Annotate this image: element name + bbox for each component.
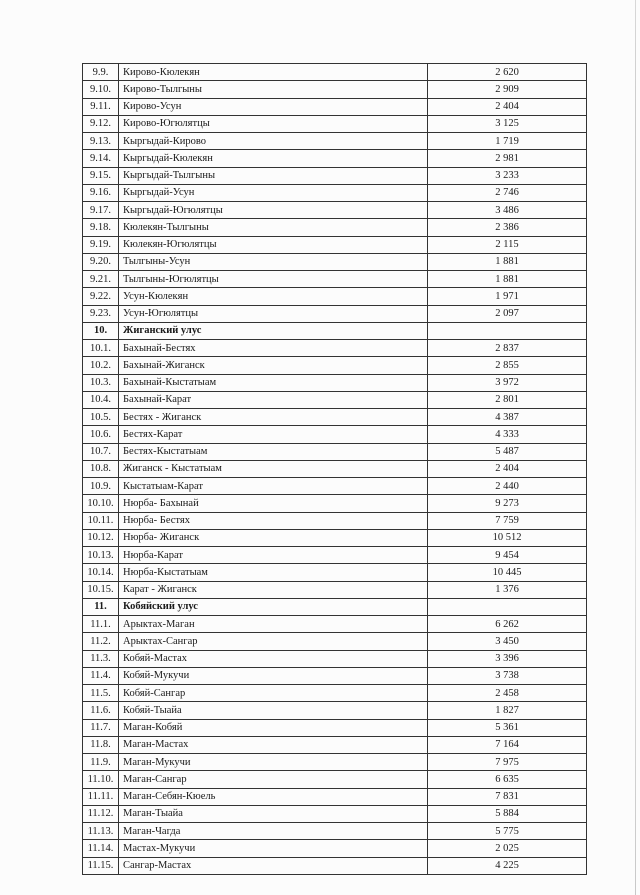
route-name-cell: Кирово-Югюлятцы <box>119 115 428 132</box>
row-number-cell: 11.2. <box>83 633 119 650</box>
distance-value-cell: 2 097 <box>428 305 587 322</box>
route-name-cell: Усун-Югюлятцы <box>119 305 428 322</box>
row-number-cell: 10.14. <box>83 564 119 581</box>
row-number-cell: 11.11. <box>83 788 119 805</box>
distance-value-cell: 1 376 <box>428 581 587 598</box>
distance-value-cell: 3 972 <box>428 374 587 391</box>
table-row <box>83 667 587 684</box>
distance-value-cell <box>428 598 587 615</box>
distance-value-cell: 2 837 <box>428 340 587 357</box>
table-row <box>83 702 587 719</box>
distance-value-cell: 1 827 <box>428 702 587 719</box>
row-number-cell: 10.4. <box>83 391 119 408</box>
distance-value-cell: 2 025 <box>428 840 587 857</box>
route-name-cell: Маган-Кобяй <box>119 719 428 736</box>
route-name-cell: Кобяй-Тыайа <box>119 702 428 719</box>
distance-value-cell: 2 404 <box>428 98 587 115</box>
table-row <box>83 736 587 753</box>
table-row <box>83 150 587 167</box>
table-row <box>83 478 587 495</box>
route-name-cell: Арыктах-Маган <box>119 616 428 633</box>
table-row <box>83 771 587 788</box>
row-number-cell: 11.1. <box>83 616 119 633</box>
row-number-cell: 10.8. <box>83 460 119 477</box>
row-number-cell: 11.8. <box>83 736 119 753</box>
distance-value-cell: 6 262 <box>428 616 587 633</box>
table-row <box>83 495 587 512</box>
distance-value-cell: 2 440 <box>428 478 587 495</box>
scan-edge-line <box>635 0 636 895</box>
distance-value-cell: 5 775 <box>428 823 587 840</box>
distance-value-cell <box>428 322 587 339</box>
table-row <box>83 719 587 736</box>
row-number-cell: 11.4. <box>83 667 119 684</box>
distance-value-cell: 7 759 <box>428 512 587 529</box>
row-number-cell: 9.13. <box>83 133 119 150</box>
distance-value-cell: 10 512 <box>428 529 587 546</box>
section-header-row <box>83 322 587 339</box>
row-number-cell: 10.2. <box>83 357 119 374</box>
row-number-cell: 11.13. <box>83 823 119 840</box>
row-number-cell: 10.1. <box>83 340 119 357</box>
table-body <box>83 64 587 875</box>
distance-value-cell: 2 386 <box>428 219 587 236</box>
row-number-cell: 9.19. <box>83 236 119 253</box>
distance-value-cell: 5 884 <box>428 805 587 822</box>
table-row <box>83 547 587 564</box>
route-name-cell: Нюрба- Бахынай <box>119 495 428 512</box>
row-number-cell: 11.9. <box>83 754 119 771</box>
route-name-cell: Кобяй-Сангар <box>119 685 428 702</box>
distance-value-cell: 2 404 <box>428 460 587 477</box>
route-name-cell: Кюлекян-Тылгыны <box>119 219 428 236</box>
distance-value-cell: 9 273 <box>428 495 587 512</box>
route-name-cell: Бахынай-Кыстатыам <box>119 374 428 391</box>
route-name-cell: Карат - Жиганск <box>119 581 428 598</box>
table-row <box>83 409 587 426</box>
route-name-cell: Бахынай-Бестях <box>119 340 428 357</box>
row-number-cell: 9.11. <box>83 98 119 115</box>
route-name-cell: Кобяй-Мукучи <box>119 667 428 684</box>
distance-value-cell: 6 635 <box>428 771 587 788</box>
table-row <box>83 167 587 184</box>
row-number-cell: 10.15. <box>83 581 119 598</box>
route-name-cell: Кирово-Кюлекян <box>119 64 428 81</box>
route-name-cell: Жиганский улус <box>119 322 428 339</box>
route-name-cell: Арыктах-Сангар <box>119 633 428 650</box>
distance-value-cell: 1 881 <box>428 253 587 270</box>
table-row <box>83 374 587 391</box>
table-row <box>83 340 587 357</box>
route-name-cell: Бестях-Кыстатыам <box>119 443 428 460</box>
route-name-cell: Маган-Сангар <box>119 771 428 788</box>
row-number-cell: 11.10. <box>83 771 119 788</box>
row-number-cell: 10.7. <box>83 443 119 460</box>
table-row <box>83 788 587 805</box>
distance-value-cell: 4 333 <box>428 426 587 443</box>
table-row <box>83 64 587 81</box>
route-name-cell: Сангар-Мастах <box>119 857 428 874</box>
table-row <box>83 512 587 529</box>
route-name-cell: Нюрба- Жиганск <box>119 529 428 546</box>
distance-value-cell: 1 719 <box>428 133 587 150</box>
distance-value-cell: 4 387 <box>428 409 587 426</box>
table-row <box>83 581 587 598</box>
row-number-cell: 11.14. <box>83 840 119 857</box>
row-number-cell: 11.7. <box>83 719 119 736</box>
table-row <box>83 857 587 874</box>
distance-value-cell: 3 233 <box>428 167 587 184</box>
row-number-cell: 9.20. <box>83 253 119 270</box>
table-row <box>83 305 587 322</box>
distance-value-cell: 4 225 <box>428 857 587 874</box>
distance-value-cell: 3 486 <box>428 202 587 219</box>
route-name-cell: Тылгыны-Югюлятцы <box>119 271 428 288</box>
route-name-cell: Кобяй-Мастах <box>119 650 428 667</box>
distance-value-cell: 3 125 <box>428 115 587 132</box>
table-row <box>83 754 587 771</box>
table-row <box>83 219 587 236</box>
table-row <box>83 236 587 253</box>
route-name-cell: Маган-Себян-Кюель <box>119 788 428 805</box>
route-name-cell: Кыргыдай-Усун <box>119 184 428 201</box>
row-number-cell: 9.22. <box>83 288 119 305</box>
table-row <box>83 391 587 408</box>
row-number-cell: 11.12. <box>83 805 119 822</box>
table-row <box>83 426 587 443</box>
distance-value-cell: 2 855 <box>428 357 587 374</box>
distance-value-cell: 2 115 <box>428 236 587 253</box>
table-row <box>83 288 587 305</box>
route-name-cell: Нюрба- Бестях <box>119 512 428 529</box>
row-number-cell: 9.18. <box>83 219 119 236</box>
route-name-cell: Кюлекян-Югюлятцы <box>119 236 428 253</box>
route-name-cell: Мастах-Мукучи <box>119 840 428 857</box>
route-name-cell: Маган-Чагда <box>119 823 428 840</box>
row-number-cell: 9.14. <box>83 150 119 167</box>
table-row <box>83 115 587 132</box>
row-number-cell: 10. <box>83 322 119 339</box>
table-row <box>83 357 587 374</box>
table-row <box>83 823 587 840</box>
table-row <box>83 271 587 288</box>
distance-value-cell: 2 981 <box>428 150 587 167</box>
route-name-cell: Бестях-Карат <box>119 426 428 443</box>
row-number-cell: 9.17. <box>83 202 119 219</box>
route-name-cell: Бестях - Жиганск <box>119 409 428 426</box>
row-number-cell: 10.12. <box>83 529 119 546</box>
route-name-cell: Кыстатыам-Карат <box>119 478 428 495</box>
distance-value-cell: 1 971 <box>428 288 587 305</box>
distance-value-cell: 3 450 <box>428 633 587 650</box>
row-number-cell: 11.3. <box>83 650 119 667</box>
table-row <box>83 840 587 857</box>
distance-value-cell: 2 458 <box>428 685 587 702</box>
distance-value-cell: 5 487 <box>428 443 587 460</box>
table-row <box>83 564 587 581</box>
distance-value-cell: 7 164 <box>428 736 587 753</box>
table-row <box>83 81 587 98</box>
table-row <box>83 98 587 115</box>
row-number-cell: 10.3. <box>83 374 119 391</box>
distance-value-cell: 2 909 <box>428 81 587 98</box>
route-name-cell: Бахынай-Карат <box>119 391 428 408</box>
table-row <box>83 685 587 702</box>
route-name-cell: Кобяйский улус <box>119 598 428 615</box>
row-number-cell: 10.10. <box>83 495 119 512</box>
route-name-cell: Кыргыдай-Тылгыны <box>119 167 428 184</box>
row-number-cell: 11. <box>83 598 119 615</box>
row-number-cell: 9.16. <box>83 184 119 201</box>
distance-value-cell: 10 445 <box>428 564 587 581</box>
row-number-cell: 10.11. <box>83 512 119 529</box>
distance-value-cell: 2 746 <box>428 184 587 201</box>
route-name-cell: Нюрба-Кыстатыам <box>119 564 428 581</box>
table-row <box>83 460 587 477</box>
table-row <box>83 529 587 546</box>
row-number-cell: 9.23. <box>83 305 119 322</box>
route-name-cell: Усун-Кюлекян <box>119 288 428 305</box>
route-name-cell: Кирово-Тылгыны <box>119 81 428 98</box>
route-name-cell: Маган-Мастах <box>119 736 428 753</box>
row-number-cell: 10.5. <box>83 409 119 426</box>
table-row <box>83 616 587 633</box>
route-name-cell: Кыргыдай-Кирово <box>119 133 428 150</box>
table-row <box>83 805 587 822</box>
route-name-cell: Маган-Мукучи <box>119 754 428 771</box>
section-header-row <box>83 598 587 615</box>
table-row <box>83 633 587 650</box>
distance-table <box>82 63 587 875</box>
route-name-cell: Кыргыдай-Югюлятцы <box>119 202 428 219</box>
route-name-cell: Бахынай-Жиганск <box>119 357 428 374</box>
table-row <box>83 133 587 150</box>
distance-value-cell: 2 620 <box>428 64 587 81</box>
row-number-cell: 11.15. <box>83 857 119 874</box>
distance-value-cell: 7 975 <box>428 754 587 771</box>
table-row <box>83 650 587 667</box>
row-number-cell: 11.5. <box>83 685 119 702</box>
distance-value-cell: 5 361 <box>428 719 587 736</box>
row-number-cell: 9.21. <box>83 271 119 288</box>
route-name-cell: Кирово-Усун <box>119 98 428 115</box>
row-number-cell: 9.9. <box>83 64 119 81</box>
row-number-cell: 9.15. <box>83 167 119 184</box>
distance-value-cell: 7 831 <box>428 788 587 805</box>
route-name-cell: Жиганск - Кыстатыам <box>119 460 428 477</box>
table-row <box>83 202 587 219</box>
distance-value-cell: 3 396 <box>428 650 587 667</box>
row-number-cell: 10.9. <box>83 478 119 495</box>
route-name-cell: Нюрба-Карат <box>119 547 428 564</box>
table-row <box>83 184 587 201</box>
row-number-cell: 9.12. <box>83 115 119 132</box>
table-row <box>83 443 587 460</box>
distance-value-cell: 9 454 <box>428 547 587 564</box>
row-number-cell: 9.10. <box>83 81 119 98</box>
route-name-cell: Тылгыны-Усун <box>119 253 428 270</box>
row-number-cell: 10.6. <box>83 426 119 443</box>
table-row <box>83 253 587 270</box>
row-number-cell: 10.13. <box>83 547 119 564</box>
route-name-cell: Маган-Тыайа <box>119 805 428 822</box>
route-name-cell: Кыргыдай-Кюлекян <box>119 150 428 167</box>
distance-value-cell: 1 881 <box>428 271 587 288</box>
distance-value-cell: 2 801 <box>428 391 587 408</box>
distance-value-cell: 3 738 <box>428 667 587 684</box>
row-number-cell: 11.6. <box>83 702 119 719</box>
